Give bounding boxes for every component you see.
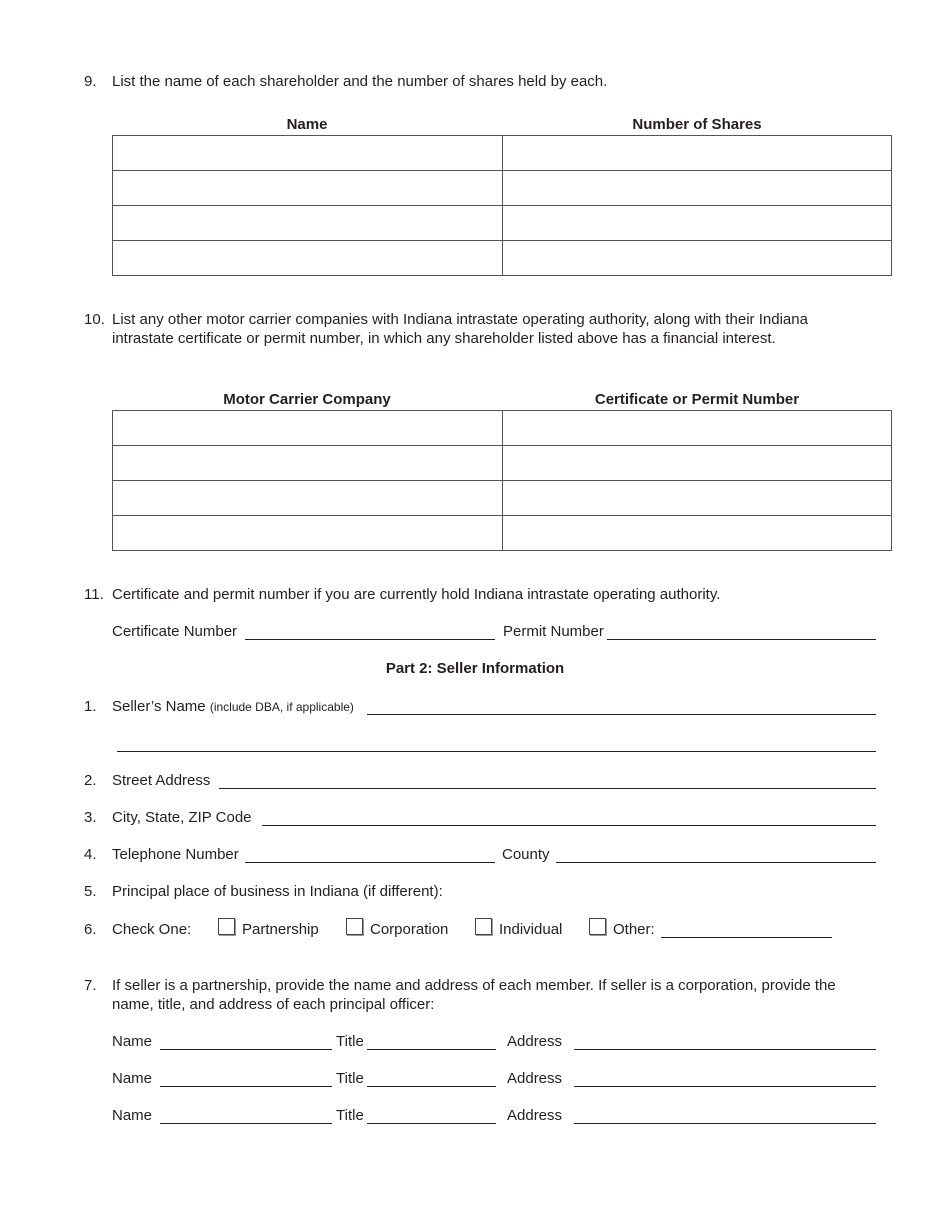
officer-name-field[interactable] <box>160 1109 332 1124</box>
f7-text-line2: name, title, and address of each principal officer: <box>112 996 435 1013</box>
table-cell[interactable] <box>113 206 503 241</box>
officer-title-label: Title <box>336 1107 364 1124</box>
principal-place-label: Principal place of business in Indiana (if different): <box>112 883 443 900</box>
q9-number: 9. <box>84 73 97 90</box>
certificate-number-label: Certificate Number <box>112 623 238 640</box>
officer-name-label: Name <box>112 1107 153 1124</box>
table-cell[interactable] <box>113 241 503 276</box>
motor-carrier-table <box>112 410 892 551</box>
partnership-label: Partnership <box>242 921 319 938</box>
permit-number-field[interactable] <box>607 625 876 640</box>
f7-number: 7. <box>84 977 97 994</box>
permit-number-label: Permit Number <box>503 623 604 640</box>
partnership-checkbox[interactable] <box>218 918 235 935</box>
officer-name-label: Name <box>112 1033 153 1050</box>
officer-name-label: Name <box>112 1070 153 1087</box>
q10-text-line1: List any other motor carrier companies with Indiana intrastate operating authority, along with their Indiana <box>112 311 808 328</box>
table-cell[interactable] <box>502 136 892 171</box>
q10-col-company-header: Motor Carrier Company <box>223 391 391 408</box>
table-row <box>113 446 892 481</box>
table-row <box>113 136 892 171</box>
q11-text: Certificate and permit number if you are currently hold Indiana intrastate operating authority. <box>112 586 721 603</box>
other-field[interactable] <box>661 923 832 938</box>
table-cell[interactable] <box>113 171 503 206</box>
table-row <box>113 171 892 206</box>
county-label: County <box>502 846 550 863</box>
table-cell[interactable] <box>113 446 503 481</box>
officer-title-label: Title <box>336 1033 364 1050</box>
q11-number: 11. <box>84 586 104 603</box>
street-address-field[interactable] <box>219 774 876 789</box>
f6-number: 6. <box>84 921 97 938</box>
officer-title-label: Title <box>336 1070 364 1087</box>
q10-col-number-header: Certificate or Permit Number <box>594 391 800 408</box>
officer-title-field[interactable] <box>367 1035 496 1050</box>
corporation-label: Corporation <box>370 921 449 938</box>
table-cell[interactable] <box>502 446 892 481</box>
officer-address-field[interactable] <box>574 1072 876 1087</box>
f7-text-line1: If seller is a partnership, provide the name and address of each member. If seller is a corporation, provide the <box>112 977 836 994</box>
q10-text-line2: intrastate certificate or permit number, in which any shareholder listed above has a financial interest. <box>112 330 776 347</box>
f5-number: 5. <box>84 883 97 900</box>
table-cell[interactable] <box>502 206 892 241</box>
telephone-number-field[interactable] <box>245 848 495 863</box>
table-row <box>113 411 892 446</box>
officer-title-field[interactable] <box>367 1072 496 1087</box>
officer-address-label: Address <box>507 1070 563 1087</box>
part2-heading: Part 2: Seller Information <box>385 660 565 677</box>
q9-text: List the name of each shareholder and the number of shares held by each. <box>112 73 608 90</box>
city-state-zip-label: City, State, ZIP Code <box>112 809 252 826</box>
table-cell[interactable] <box>502 241 892 276</box>
q9-col-name-header: Name <box>286 116 328 133</box>
table-cell[interactable] <box>502 481 892 516</box>
table-row <box>113 206 892 241</box>
officer-title-field[interactable] <box>367 1109 496 1124</box>
check-one-label: Check One: <box>112 921 192 938</box>
table-cell[interactable] <box>502 171 892 206</box>
sellers-name-field-line2[interactable] <box>117 737 876 752</box>
table-cell[interactable] <box>113 516 503 551</box>
table-cell[interactable] <box>113 136 503 171</box>
sellers-name-label-text: Seller’s Name <box>112 698 206 715</box>
table-row <box>113 516 892 551</box>
corporation-checkbox[interactable] <box>346 918 363 935</box>
individual-checkbox[interactable] <box>475 918 492 935</box>
telephone-number-label: Telephone Number <box>112 846 239 863</box>
officer-address-label: Address <box>507 1033 563 1050</box>
other-checkbox[interactable] <box>589 918 606 935</box>
sellers-name-label <box>112 698 354 716</box>
q10-number: 10. <box>84 311 105 328</box>
individual-label: Individual <box>499 921 563 938</box>
f4-number: 4. <box>84 846 97 863</box>
sellers-name-field[interactable] <box>367 700 876 715</box>
street-address-label: Street Address <box>112 772 211 789</box>
f3-number: 3. <box>84 809 97 826</box>
city-state-zip-field[interactable] <box>262 811 876 826</box>
county-field[interactable] <box>556 848 876 863</box>
table-cell[interactable] <box>502 516 892 551</box>
f2-number: 2. <box>84 772 97 789</box>
officer-address-label: Address <box>507 1107 563 1124</box>
f1-number: 1. <box>84 698 97 715</box>
officer-address-field[interactable] <box>574 1035 876 1050</box>
certificate-number-field[interactable] <box>245 625 495 640</box>
table-cell[interactable] <box>113 481 503 516</box>
table-cell[interactable] <box>502 411 892 446</box>
table-cell[interactable] <box>113 411 503 446</box>
officer-name-field[interactable] <box>160 1072 332 1087</box>
table-row <box>113 481 892 516</box>
other-label: Other: <box>613 921 655 938</box>
table-row <box>113 241 892 276</box>
sellers-name-note: (include DBA, if applicable) <box>209 700 354 714</box>
shareholder-table <box>112 135 892 276</box>
officer-name-field[interactable] <box>160 1035 332 1050</box>
q9-col-shares-header: Number of Shares <box>632 116 762 133</box>
officer-address-field[interactable] <box>574 1109 876 1124</box>
